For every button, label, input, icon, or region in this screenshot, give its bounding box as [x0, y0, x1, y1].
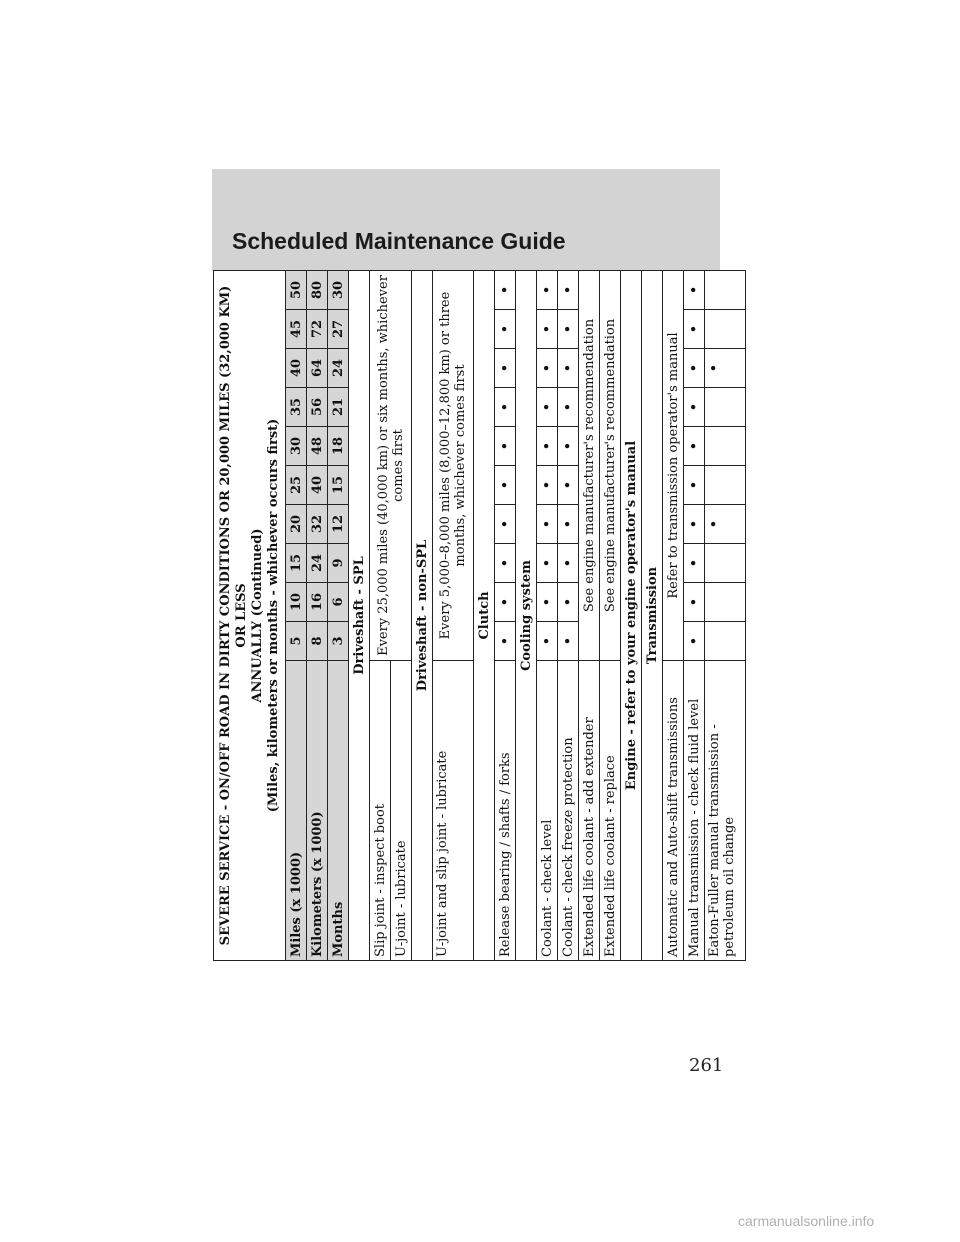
task-label: Eaton-Fuller manual transmission - petroleum oil change	[705, 661, 746, 961]
service-dot: •	[558, 466, 579, 505]
interval-value: 30	[328, 270, 349, 309]
table-title-row	[214, 270, 286, 960]
interval-value: 72	[307, 310, 328, 349]
table-title	[214, 270, 286, 960]
table-row	[495, 270, 516, 960]
service-dot: •	[558, 505, 579, 544]
task-label: Slip joint - inspect boot	[370, 661, 391, 961]
interval-value: 80	[307, 270, 328, 309]
interval-value: 20	[286, 505, 307, 544]
section-heading: Driveshaft - non-SPL	[412, 270, 433, 960]
task-label: Coolant - check level	[537, 661, 558, 961]
section-heading-transmission	[642, 270, 663, 960]
service-dot: •	[684, 505, 705, 544]
interval-note: Refer to transmission operator's manual	[663, 270, 684, 660]
service-dot: •	[537, 466, 558, 505]
service-dot: •	[495, 466, 516, 505]
rotated-table-container	[213, 271, 737, 961]
service-dot: •	[495, 583, 516, 622]
maintenance-table-frame	[213, 271, 737, 961]
service-dot: •	[537, 427, 558, 466]
interval-value: 16	[307, 583, 328, 622]
interval-value: 15	[328, 466, 349, 505]
service-dot: •	[684, 427, 705, 466]
table-row	[433, 270, 474, 960]
interval-value: 32	[307, 505, 328, 544]
service-dot: •	[684, 310, 705, 349]
service-dot	[705, 583, 746, 622]
interval-value: 64	[307, 349, 328, 388]
section-heading-engine	[621, 270, 642, 960]
service-dot	[705, 544, 746, 583]
section-heading: Driveshaft - SPL	[349, 270, 370, 960]
service-dot: •	[705, 505, 746, 544]
service-dot: •	[537, 349, 558, 388]
service-dot	[705, 622, 746, 661]
interval-value: 8	[307, 622, 328, 661]
service-dot: •	[684, 583, 705, 622]
interval-note: Every 25,000 miles (40,000 km) or six months, whichever comes first	[370, 270, 412, 660]
service-dot: •	[495, 427, 516, 466]
service-dot: •	[558, 349, 579, 388]
page-number: 261	[689, 1055, 724, 1076]
task-label: U-joint and slip joint - lubricate	[433, 661, 474, 961]
service-dot: •	[495, 310, 516, 349]
interval-value: 50	[286, 270, 307, 309]
service-dot: •	[684, 466, 705, 505]
row-label: Kilometers (x 1000)	[307, 661, 328, 961]
service-dot: •	[537, 505, 558, 544]
section-heading-clutch	[474, 270, 495, 960]
service-dot: •	[558, 622, 579, 661]
kilometers-row	[307, 270, 328, 960]
section-heading: Cooling system	[516, 270, 537, 960]
service-dot: •	[495, 349, 516, 388]
service-dot	[705, 466, 746, 505]
interval-value: 24	[328, 349, 349, 388]
service-dot: •	[558, 544, 579, 583]
service-dot: •	[684, 270, 705, 309]
service-dot: •	[537, 583, 558, 622]
table-row	[684, 270, 705, 960]
watermark-text: carmanualsonline.info	[738, 1213, 875, 1229]
table-row	[579, 270, 600, 960]
service-dot: •	[705, 349, 746, 388]
table-row	[705, 270, 746, 960]
service-dot: •	[537, 544, 558, 583]
service-dot: •	[537, 388, 558, 427]
interval-value: 35	[286, 388, 307, 427]
interval-value: 56	[307, 388, 328, 427]
task-label: Extended life coolant - add extender	[579, 661, 600, 961]
service-dot: •	[558, 583, 579, 622]
service-dot: •	[495, 505, 516, 544]
header-band	[212, 169, 720, 271]
interval-value: 24	[307, 544, 328, 583]
interval-value: 30	[286, 427, 307, 466]
section-heading-cooling	[516, 270, 537, 960]
service-dot	[705, 270, 746, 309]
service-dot: •	[537, 270, 558, 309]
service-dot: •	[558, 427, 579, 466]
interval-value: 9	[328, 544, 349, 583]
service-dot: •	[684, 622, 705, 661]
table-title-line-3: (Miles, kilometers or months - whichever occurs first)	[266, 418, 281, 813]
interval-value: 15	[286, 544, 307, 583]
interval-note: See engine manufacturer's recommendation	[579, 270, 600, 660]
task-label: Coolant - check freeze protection	[558, 661, 579, 961]
table-row	[370, 270, 391, 960]
interval-value: 12	[328, 505, 349, 544]
miles-row	[286, 270, 307, 960]
interval-note: Every 5,000–8,000 miles (8,000–12,800 km) or three months, whichever comes first	[433, 270, 474, 660]
section-title: Scheduled Maintenance Guide	[232, 228, 566, 254]
interval-value: 10	[286, 583, 307, 622]
task-label: Release bearing / shafts / forks	[495, 661, 516, 961]
section-heading: Clutch	[474, 270, 495, 960]
service-dot: •	[495, 270, 516, 309]
row-label: Miles (x 1000)	[286, 661, 307, 961]
table-row	[600, 270, 621, 960]
table-row	[558, 270, 579, 960]
table-row	[537, 270, 558, 960]
maintenance-schedule-table	[213, 270, 746, 961]
interval-value: 6	[328, 583, 349, 622]
interval-value: 40	[307, 466, 328, 505]
service-dot: •	[558, 388, 579, 427]
interval-value: 18	[328, 427, 349, 466]
task-label: Manual transmission - check fluid level	[684, 661, 705, 961]
task-label: Extended life coolant - replace	[600, 661, 621, 961]
interval-value: 45	[286, 310, 307, 349]
service-dot: •	[684, 349, 705, 388]
section-heading: Engine - refer to your engine operator's manual	[621, 270, 642, 960]
task-label: Automatic and Auto-shift transmissions	[663, 661, 684, 961]
months-row	[328, 270, 349, 960]
interval-value: 3	[328, 622, 349, 661]
service-dot: •	[684, 388, 705, 427]
service-dot: •	[495, 544, 516, 583]
service-dot: •	[558, 270, 579, 309]
interval-value: 48	[307, 427, 328, 466]
section-heading-driveshaft-spl	[349, 270, 370, 960]
section-heading-driveshaft-nonspl	[412, 270, 433, 960]
task-label: U-joint - lubricate	[391, 661, 412, 961]
service-dot	[705, 388, 746, 427]
interval-value: 40	[286, 349, 307, 388]
service-dot: •	[495, 388, 516, 427]
service-dot: •	[558, 310, 579, 349]
interval-value: 27	[328, 310, 349, 349]
service-dot: •	[537, 310, 558, 349]
table-title-line-1: SEVERE SERVICE - ON/OFF ROAD IN DIRTY CONDITIONS OR 20,000 MILES (32,000 KM) OR LESS	[218, 285, 249, 946]
interval-note: See engine manufacturer's recommendation	[600, 270, 621, 660]
table-row	[663, 270, 684, 960]
table-title-line-2: ANNUALLY (Continued)	[250, 528, 265, 703]
service-dot: •	[537, 622, 558, 661]
section-heading: Transmission	[642, 270, 663, 960]
service-dot	[705, 427, 746, 466]
interval-value: 5	[286, 622, 307, 661]
service-dot	[705, 310, 746, 349]
row-label: Months	[328, 661, 349, 961]
interval-value: 25	[286, 466, 307, 505]
service-dot: •	[495, 622, 516, 661]
interval-value: 21	[328, 388, 349, 427]
service-dot: •	[684, 544, 705, 583]
